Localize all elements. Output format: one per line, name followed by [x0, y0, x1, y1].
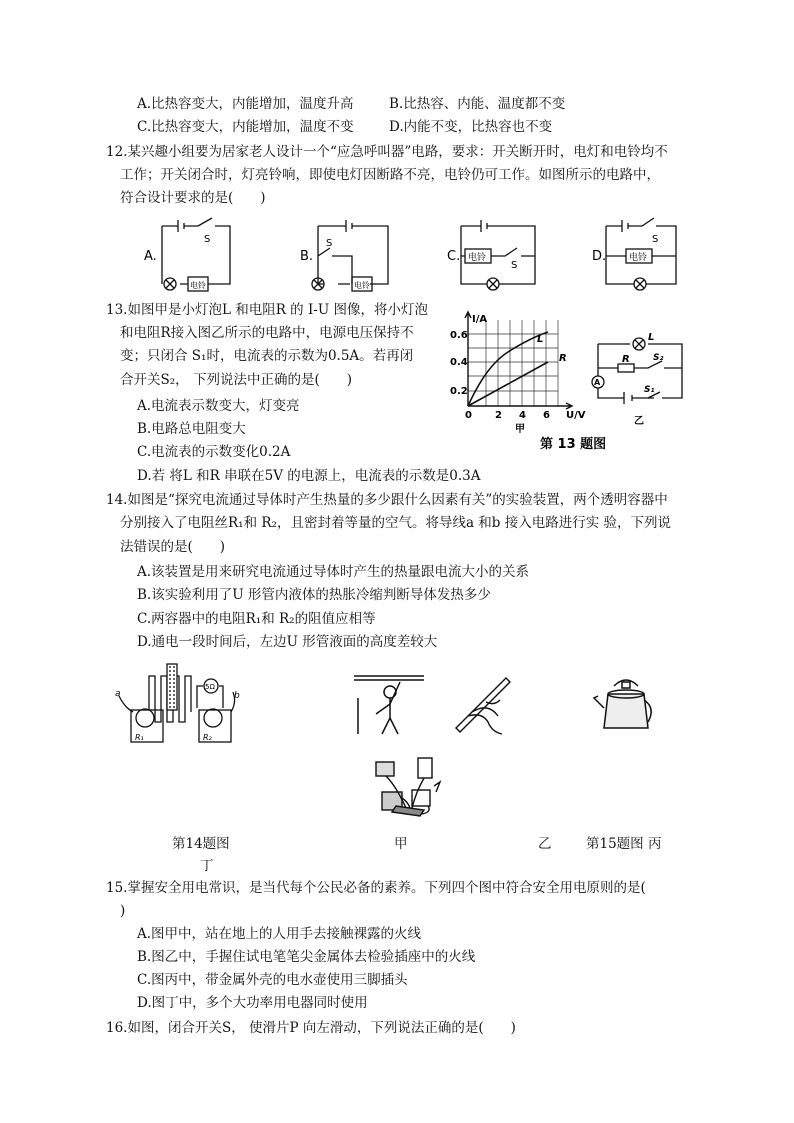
svg-text:电铃: 电铃 [190, 281, 206, 290]
q11-option-a: A.比热容变大，内能增加，温度升高 [137, 96, 354, 112]
svg-text:A: A [594, 378, 601, 387]
q15-figure-ding-overloaded-socket [372, 752, 444, 824]
q13-caption: 第 13 题图 [540, 437, 607, 452]
svg-text:0.4: 0.4 [450, 357, 468, 368]
q15-option-a: A.图甲中，站在地上的人用手去接触裸露的火线 [137, 926, 422, 942]
svg-text:S: S [204, 234, 211, 245]
q13-circuit-label: 乙 [634, 416, 644, 427]
q15-figure-bing-electric-kettle [592, 668, 662, 738]
q12-stem-line3: 符合设计要求的是( ) [120, 190, 266, 206]
q15-option-b: B.图乙中，手握住试电笔笔尖金属体去检验插座中的火线 [137, 949, 476, 965]
q12-label-c: C. [447, 249, 461, 264]
svg-text:a: a [115, 689, 121, 699]
svg-text:R₁: R₁ [135, 733, 144, 742]
svg-text:电铃: 电铃 [468, 253, 487, 263]
svg-text:电铃: 电铃 [629, 253, 648, 263]
q12-circuit-d [592, 212, 692, 298]
q15-option-d: D.图丁中，多个大功率用电器同时使用 [137, 995, 368, 1011]
q14-option-d: D.通电一段时间后，左边U 形管液面的高度差较大 [137, 634, 438, 650]
q12-circuit-a [140, 212, 240, 298]
q13-stem-line2: 和电阻R接入图乙所示的电路中，电源电压保持不 [120, 325, 414, 341]
q16-stem-line1: 16.如图，闭合开关S， 使滑片P 向左滑动，下列说法正确的是( ) [106, 1020, 516, 1036]
fig15-jia-caption: 甲 [394, 836, 408, 852]
q13-circuit [592, 338, 682, 404]
svg-text:0: 0 [465, 410, 472, 421]
q13-stem-line1: 13.如图甲是小灯泡L 和电阻R 的 I-U 图像，将小灯泡 [106, 302, 429, 318]
svg-text:R: R [559, 353, 567, 364]
q14-option-b: B.该实验利用了U 形管内液体的热胀冷缩判断导体发热多少 [137, 587, 491, 603]
svg-text:I/A: I/A [472, 314, 488, 325]
q15-stem-line2: ) [120, 903, 126, 919]
svg-text:L: L [537, 334, 544, 345]
svg-text:2: 2 [495, 410, 502, 421]
svg-text:4: 4 [519, 410, 526, 421]
svg-text:S₂: S₂ [653, 353, 664, 363]
q14-stem-line2: 分别接入了电阻丝R₁和 R₂，且密封着等量的空气。将导线a 和b 接入电路进行实 验，下列说 [120, 515, 672, 531]
q13-graph-label: 甲 [515, 424, 525, 435]
svg-text:S: S [326, 238, 333, 249]
q13-stem-line3: 变；只闭合 S₁时，电流表的示数为0.5A。若再闭 [120, 348, 414, 364]
q12-label-d: D. [592, 249, 607, 264]
svg-text:R: R [622, 354, 630, 365]
q12-stem-line2: 工作；开关闭合时，灯亮铃响，即使电灯因断路不亮，电铃仍可工作。如图所示的电路中， [120, 167, 660, 183]
svg-text:L: L [648, 332, 655, 343]
q12-label-a: A. [144, 249, 157, 264]
q12-label-b: B. [300, 249, 314, 264]
q13-option-d: D.若 将L 和R 串联在5V 的电源上，电流表的示数是0.3A [137, 468, 481, 484]
svg-text:0.2: 0.2 [450, 386, 468, 397]
q13-iu-graph [450, 312, 586, 435]
q15-option-c: C.图丙中，带金属外壳的电水壶使用三脚插头 [137, 972, 408, 988]
q15-figure-jia-person-touching-wire [352, 668, 424, 740]
q14-stem-line1: 14.如图是“探究电流通过导体时产生热量的多少跟什么因素有关”的实验装置，两个透明容器中 [106, 492, 668, 508]
q15-figure-yi-test-pen [448, 672, 518, 742]
svg-text:S: S [652, 234, 659, 245]
fig15-bing-caption: 第15题图 丙 [586, 836, 662, 852]
fig15-ding-caption: 丁 [200, 858, 214, 874]
svg-text:6: 6 [543, 410, 550, 421]
q14-option-a: A.该装置是用来研究电流通过导体时产生的热量跟电流大小的关系 [137, 564, 530, 580]
q11-option-d: D.内能不变，比热容也不变 [389, 119, 553, 135]
fig15-yi-caption: 乙 [538, 836, 552, 852]
q13-stem-line4: 合开关S₂， 下列说法中正确的是( ) [120, 372, 352, 388]
q13-figure [448, 306, 694, 456]
q13-option-c: C.电流表的示数变化0.2A [137, 444, 291, 460]
q14-stem-line3: 法错误的是( ) [120, 539, 226, 555]
q15-stem-line1: 15.掌握安全用电常识，是当代每个公民必备的素养。下列四个图中符合安全用电原则的是( [106, 880, 646, 896]
q12-circuit-c [447, 212, 547, 298]
q12-circuit-b [298, 212, 398, 298]
q13-option-b: B.电路总电阻变大 [137, 421, 246, 437]
q13-option-a: A.电流表示数变大，灯变亮 [137, 398, 300, 414]
q12-stem-line1: 12.某兴趣小组要为居家老人设计一个“应急呼叫器”电路，要求：开关断开时，电灯和电铃均不 [106, 144, 668, 160]
svg-text:电铃: 电铃 [354, 281, 370, 290]
svg-text:S: S [511, 260, 518, 271]
q11-option-c: C.比热容变大，内能增加，温度不变 [137, 119, 354, 135]
svg-text:U/V: U/V [566, 410, 586, 421]
svg-text:5Ω: 5Ω [205, 683, 215, 691]
svg-text:b: b [234, 691, 240, 701]
svg-text:R₂: R₂ [203, 733, 212, 742]
svg-text:0.6: 0.6 [450, 330, 468, 341]
q14-apparatus-figure [113, 662, 243, 746]
svg-text:S₁: S₁ [644, 385, 655, 395]
q14-option-c: C.两容器中的电阻R₁和 R₂的阻值应相等 [137, 611, 376, 627]
q11-option-b: B.比热容、内能、温度都不变 [389, 96, 566, 112]
fig14-caption: 第14题图 [172, 836, 230, 852]
